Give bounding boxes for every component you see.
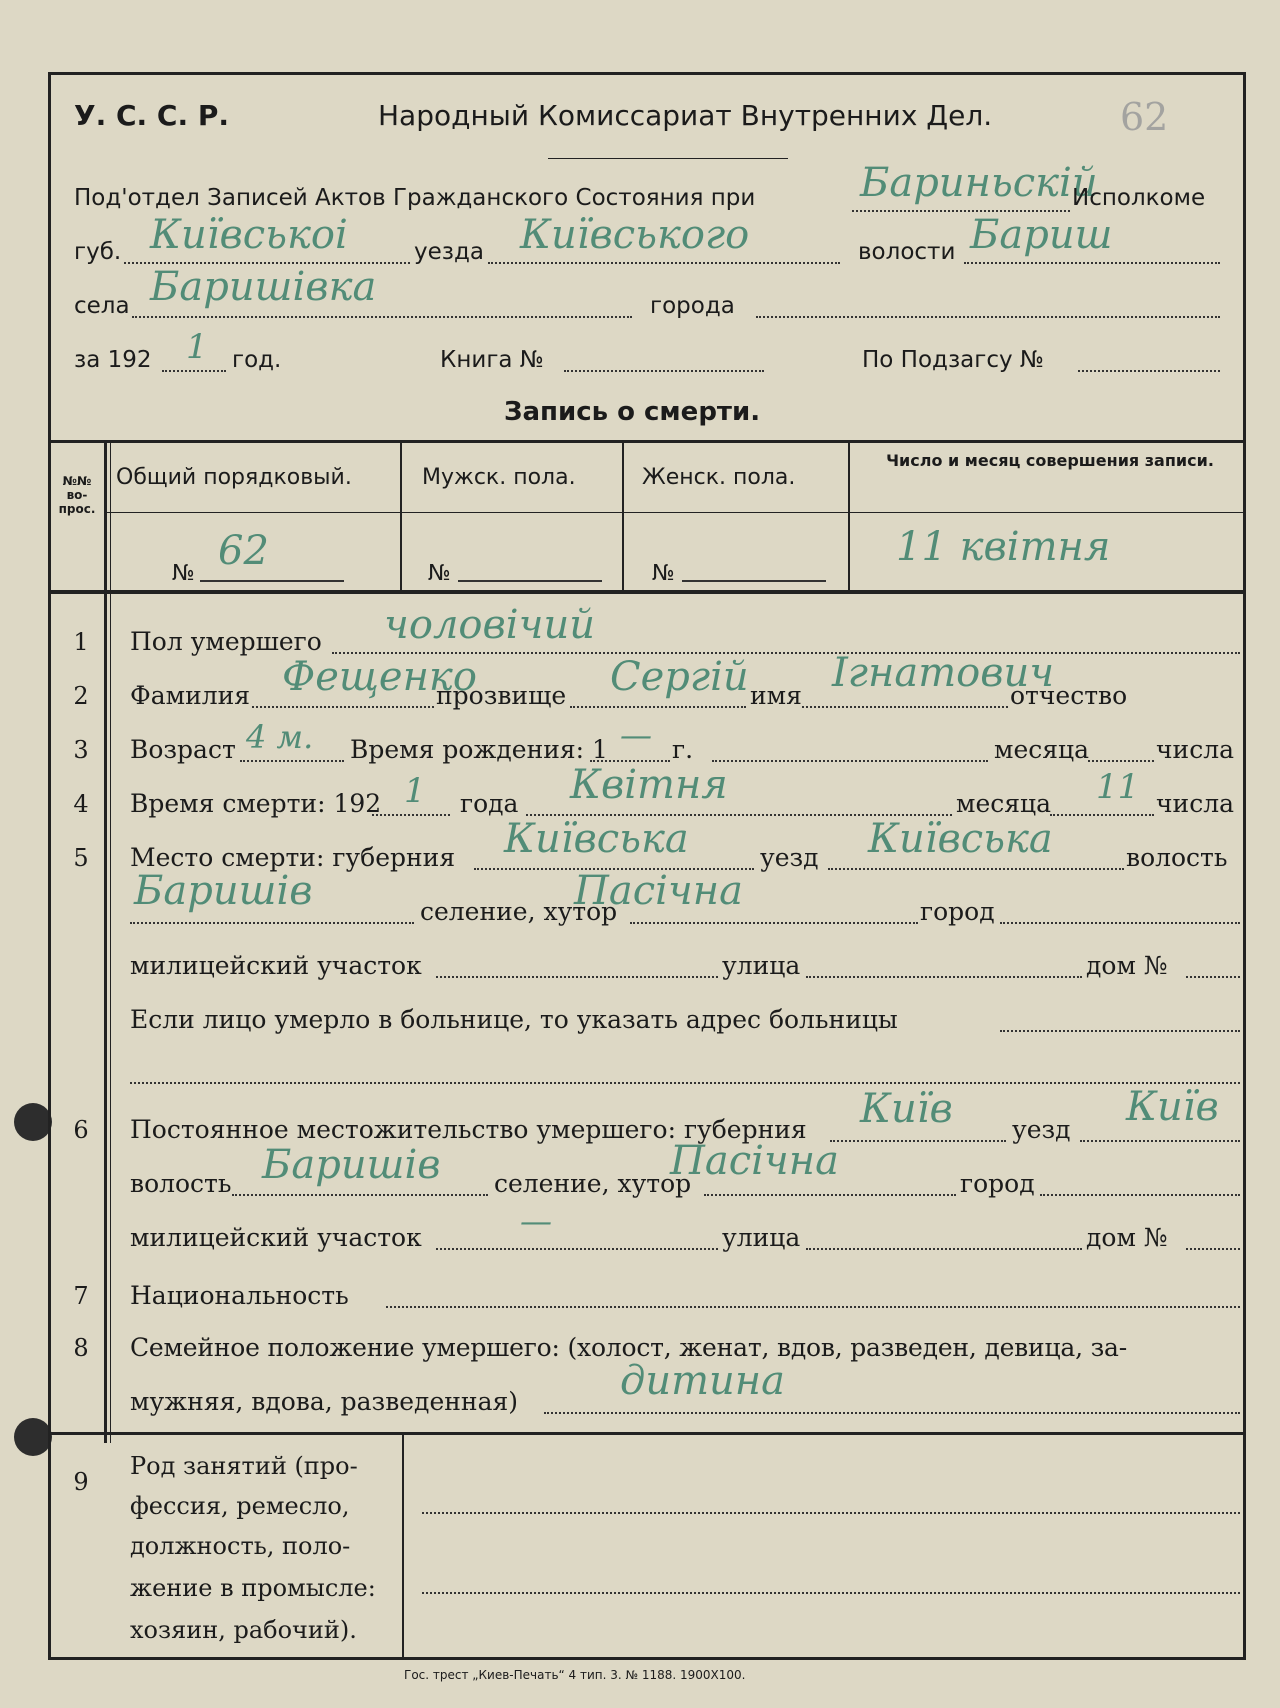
za-label: за 192 (74, 347, 152, 373)
numbers-column-rule (104, 440, 107, 1443)
selo-handwritten: Баришівка (150, 264, 377, 310)
sheet-number: 62 (1120, 95, 1169, 139)
q4-month-label: месяца (956, 789, 1051, 818)
death-uezd-field (828, 868, 1124, 870)
q2-patronymic-label: отчество (1010, 681, 1128, 710)
col-rule-2 (622, 440, 624, 590)
res-volost-field (232, 1194, 488, 1196)
volost-field (964, 262, 1220, 264)
kniga-field (564, 370, 764, 372)
patronymic-handwritten: Ігнатович (832, 650, 1055, 696)
q7-label: Национальность (130, 1281, 349, 1310)
death-street-field (806, 976, 1082, 978)
pri-handwritten: Бариньскій (860, 160, 1098, 206)
uezd-field (488, 262, 840, 264)
death-police-field (436, 976, 718, 978)
q3-birth-label: Время рождения: 1 (350, 735, 608, 764)
occupation-field-2 (422, 1592, 1240, 1594)
nationality-field (386, 1306, 1240, 1308)
kniga-label: Книга № (440, 347, 544, 373)
record-title: Запись о смерти. (504, 397, 761, 427)
q-number: 4 (73, 790, 89, 818)
col-date-header: Число и месяц совершения записи. (886, 451, 1214, 470)
volosti-label: волости (858, 239, 956, 265)
q6-city-label: город (960, 1169, 1035, 1198)
res-city-field (1040, 1194, 1240, 1196)
q-number: 7 (73, 1282, 89, 1310)
q5-village-label: селение, хутор (420, 897, 618, 926)
res-house-field (1186, 1248, 1240, 1250)
res-uezd-handwritten: Київ (1126, 1084, 1219, 1130)
q4-time-label: Время смерти: 192 (130, 789, 382, 818)
q5-street-label: улица (722, 951, 801, 980)
q5-uezd-label: уезд (760, 843, 819, 872)
q3-age-label: Возраст (130, 735, 236, 764)
table-top-rule (50, 440, 1246, 443)
q2-name-label: имя (750, 681, 802, 710)
uezda-label: уезда (414, 239, 484, 265)
hospital-field-2 (130, 1082, 1240, 1084)
res-police-handwritten: — (520, 1202, 552, 1240)
q6-volost-label: волость (130, 1169, 232, 1198)
col-rule-1 (400, 440, 402, 590)
numbers-column-rule-2 (110, 440, 111, 1443)
q1-label: Пол умершего (130, 627, 322, 656)
age-handwritten: 4 м. (246, 718, 314, 756)
q6-residence-label: Постоянное местожительство умершего: губерния (130, 1115, 807, 1144)
goroda-label: города (650, 293, 735, 319)
q8-label-a: Семейное положение умершего: (холост, женат, вдов, разведен, девица, за- (130, 1333, 1127, 1362)
q9-label-4: жение в промысле: (130, 1574, 376, 1602)
res-gub-field (830, 1140, 1006, 1142)
punch-hole (14, 1103, 52, 1141)
uezd-handwritten: Київського (520, 212, 750, 258)
res-gub-handwritten: Київ (860, 1086, 953, 1132)
q3-day-label: числа (1156, 735, 1234, 764)
ministry-title: Народный Комиссариат Внутренних Дел. (378, 99, 993, 132)
ussr-label: У. С. С. Р. (74, 99, 229, 132)
birth-day-field (1088, 760, 1154, 762)
q9-label-5: хозяин, рабочий). (130, 1616, 357, 1644)
q9-top-rule (50, 1432, 1246, 1435)
col-nn-header: №№ во-прос. (58, 474, 96, 516)
q5-house-label: дом № (1086, 951, 1168, 980)
female-no-label: № (652, 561, 675, 586)
name-handwritten: Сергій (610, 654, 749, 700)
death-volost-handwritten: Баришів (134, 868, 313, 914)
res-village-field (704, 1194, 956, 1196)
title-underline (548, 158, 788, 159)
death-year-field (372, 814, 450, 816)
q6-street-label: улица (722, 1223, 801, 1252)
res-street-field (806, 1248, 1082, 1250)
volost-handwritten: Бариш (970, 212, 1113, 258)
sela-label: села (74, 293, 130, 319)
male-no-label: № (428, 561, 451, 586)
death-uezd-handwritten: Київська (868, 816, 1053, 862)
col-female-header: Женск. пола. (642, 465, 796, 490)
table-bottom-rule-2 (50, 593, 1246, 594)
death-year-handwritten: 1 (404, 771, 426, 811)
q9-label-1: Род занятий (про- (130, 1452, 358, 1480)
q8-label-b: мужняя, вдова, разведенная) (130, 1387, 519, 1416)
q9-label-2: фессия, ремесло, (130, 1492, 350, 1520)
gorod-field (756, 316, 1220, 318)
q5-police-label: милицейский участок (130, 951, 422, 980)
table-header-rule (106, 512, 1246, 513)
marital-handwritten: дитина (620, 1358, 785, 1404)
col-rule-3 (848, 440, 850, 590)
res-police-field (436, 1248, 718, 1250)
q2-nickname-label: прозвище (436, 681, 567, 710)
name-field (802, 706, 1008, 708)
death-volost-field (130, 922, 414, 924)
q9-column-rule (402, 1434, 404, 1658)
q-number: 3 (73, 736, 89, 764)
surname-field (252, 706, 434, 708)
serial-handwritten: 62 (218, 528, 269, 574)
death-village-handwritten: Пасічна (574, 868, 744, 914)
q5-city-label: город (920, 897, 995, 926)
selo-field (132, 316, 632, 318)
punch-hole (14, 1418, 52, 1456)
col-general-header: Общий порядковый. (116, 465, 352, 490)
res-volost-handwritten: Баришів (262, 1142, 441, 1188)
q4-day-label: числа (1156, 789, 1234, 818)
hospital-field (1000, 1030, 1240, 1032)
age-field (240, 760, 344, 762)
q-number: 2 (73, 682, 89, 710)
death-house-field (1186, 976, 1240, 978)
q6-village-label: селение, хутор (494, 1169, 692, 1198)
q-number: 9 (73, 1468, 89, 1496)
birth-dash-handwritten: — (620, 716, 652, 754)
male-no-field (458, 580, 602, 582)
q-number: 1 (73, 628, 89, 656)
q5-hospital-label: Если лицо умерло в больнице, то указать адрес больницы (130, 1005, 898, 1034)
general-no-label: № (172, 561, 195, 586)
q6-house-label: дом № (1086, 1223, 1168, 1252)
podzags-field (1078, 370, 1220, 372)
general-no-field (200, 580, 344, 582)
occupation-field-1 (422, 1512, 1240, 1514)
female-no-field (682, 580, 826, 582)
printer-imprint: Гос. трест „Киев-Печать“ 4 тип. 3. № 1188. 1900Х100. (404, 1668, 746, 1682)
q3-g-label: г. (672, 735, 694, 764)
gub-label: губ. (74, 239, 122, 265)
death-village-field (630, 922, 918, 924)
marital-field (544, 1412, 1240, 1414)
birth-month-field (712, 760, 988, 762)
date-handwritten: 11 квітня (896, 524, 1111, 570)
q3-month-label: месяца (994, 735, 1089, 764)
q1-handwritten: чоловічий (384, 602, 595, 648)
death-month-handwritten: Квітня (570, 762, 728, 808)
year-handwritten: 1 (186, 327, 208, 367)
q5-place-label: Место смерти: губерния (130, 843, 456, 872)
death-day-handwritten: 11 (1096, 767, 1140, 807)
q6-police-label: милицейский участок (130, 1223, 422, 1252)
q-number: 5 (73, 844, 89, 872)
year-field (162, 370, 226, 372)
surname-handwritten: Фещенко (282, 654, 477, 700)
death-day-field (1050, 814, 1154, 816)
death-city-field (1000, 922, 1240, 924)
podzags-label: По Подзагсу № (862, 347, 1044, 373)
nickname-field (570, 706, 746, 708)
q4-year-label: года (460, 789, 519, 818)
res-uezd-field (1080, 1140, 1240, 1142)
q-number: 8 (73, 1334, 89, 1362)
res-village-handwritten: Пасічна (670, 1138, 840, 1184)
subdept-label: Под'отдел Записей Актов Гражданского Состояния при (74, 185, 756, 211)
death-gub-handwritten: Київська (504, 816, 689, 862)
q9-label-3: должность, поло- (130, 1532, 351, 1560)
q2-surname-label: Фамилия (130, 681, 251, 710)
q6-uezd-label: уезд (1012, 1115, 1071, 1144)
god-label: год. (232, 347, 282, 373)
q5-volost-label: волость (1126, 843, 1228, 872)
gub-handwritten: Київськоі (150, 212, 348, 258)
col-male-header: Мужск. пола. (422, 465, 576, 490)
q-number: 6 (73, 1116, 89, 1144)
ispolkom-label: Исполкоме (1072, 185, 1206, 211)
